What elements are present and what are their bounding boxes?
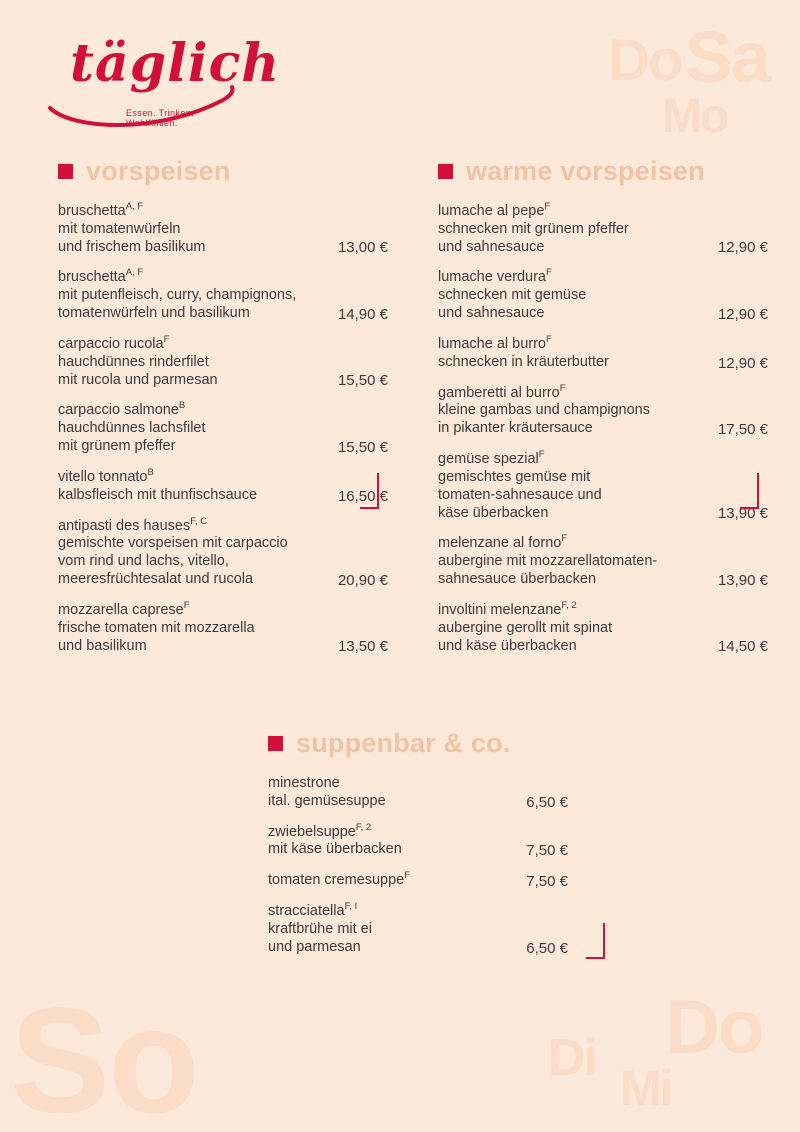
item-allergens: F (559, 382, 566, 394)
item-desc-line: hauchdünnes rinderfilet (58, 353, 209, 370)
item-price: 6,50 € (526, 793, 568, 811)
item-name: vitello tonnato (58, 468, 148, 485)
decorative-day-mo-top: Mo (662, 90, 728, 143)
menu-item (58, 515, 388, 589)
item-name: zwiebelsuppe (268, 823, 356, 840)
item-name: gamberetti al burro (438, 384, 560, 401)
item-name: gemüse spezial (438, 451, 539, 468)
menu-item (58, 336, 388, 389)
item-desc-line: käse überbacken (438, 504, 549, 521)
section-suppenbar (268, 730, 598, 970)
item-allergens: F (404, 870, 411, 882)
square-bullet-icon (438, 164, 453, 179)
item-desc-line: tomatenwürfeln und basilikum (58, 305, 250, 322)
item-allergens: F, 2 (561, 600, 577, 612)
item-desc-line: kleine gambas und champignons (438, 402, 650, 419)
item-desc-line: gemischte vorspeisen mit carpaccio (58, 535, 288, 552)
item-name: lumache al burro (438, 335, 546, 352)
item-desc-line: kalbsfleisch mit thunfischsauce (58, 486, 258, 503)
menu-item (58, 203, 388, 256)
item-price: 14,50 € (717, 638, 768, 656)
item-allergens: F (183, 600, 190, 612)
item-allergens: F, 2 (355, 821, 372, 833)
item-name: lumache verdura (438, 269, 546, 286)
menu-item (438, 451, 768, 522)
logo-wordmark: täglich (70, 33, 281, 94)
item-name: minestrone (268, 775, 340, 791)
item-price: 12,90 € (717, 305, 768, 323)
item-allergens: B (178, 400, 186, 412)
item-desc-line: mit rucola und parmesan (58, 371, 218, 388)
item-desc-line: schnecken mit grünem pfeffer (438, 220, 629, 237)
item-allergens: F (546, 267, 552, 279)
section-vorspeisen (58, 158, 388, 668)
item-name: bruschetta (58, 269, 126, 286)
item-allergens: A, F (125, 267, 144, 279)
corner-accent-center (586, 923, 605, 959)
item-name: mozzarella caprese (58, 601, 184, 618)
section-title: warme vorspeisen (466, 156, 705, 186)
item-desc-line: und basilikum (58, 637, 147, 654)
item-desc-line: und sahnesauce (438, 238, 545, 255)
item-price: 13,90 € (717, 505, 768, 523)
decorative-day-so-bottom: So (10, 976, 198, 1132)
decorative-day-do-top: Do (608, 28, 682, 93)
item-desc-line: aubergine gerollt mit spinat (438, 619, 613, 636)
item-desc-line: hauchdünnes lachsfilet (58, 420, 206, 437)
item-price: 15,50 € (337, 372, 388, 390)
square-bullet-icon (58, 164, 73, 179)
item-desc-line: mit käse überbacken (268, 841, 402, 858)
item-desc-line: und parmesan (268, 938, 361, 955)
item-name: involtini melenzane (438, 601, 562, 618)
item-price: 15,50 € (337, 438, 388, 456)
section-header (438, 158, 768, 185)
item-desc-line: in pikanter kräutersauce (438, 420, 593, 437)
item-desc-line: sahnesauce überbacken (438, 571, 597, 588)
item-name: antipasti des hauses (58, 517, 191, 534)
item-name: stracciatella (268, 903, 345, 920)
item-desc-line: schnecken mit gemüse (438, 287, 587, 304)
menu-item (58, 269, 388, 322)
menu-item (268, 903, 598, 956)
item-desc-line: meeresfrüchtesalat und rucola (58, 571, 254, 588)
item-name: melenzane al forno (438, 535, 562, 552)
item-allergens: F (544, 201, 551, 213)
item-allergens: F, C (190, 515, 208, 527)
menu-item (58, 402, 388, 455)
menu-item (268, 821, 598, 860)
section-title: vorspeisen (86, 156, 231, 186)
item-desc-line: frische tomaten mit mozzarella (58, 619, 255, 636)
item-price: 20,90 € (337, 571, 388, 589)
item-desc-line: schnecken in kräuterbutter (438, 353, 609, 370)
item-allergens: F (561, 533, 568, 545)
item-price: 12,90 € (717, 354, 768, 372)
item-price: 13,00 € (337, 239, 388, 257)
item-desc-line: und sahnesauce (438, 305, 545, 322)
item-name: bruschetta (58, 203, 126, 219)
item-name: tomaten cremesuppe (268, 872, 405, 889)
section-header (268, 730, 598, 757)
section-warme-vorspeisen (438, 158, 768, 668)
section-title: suppenbar & co. (296, 728, 511, 758)
item-price: 17,50 € (717, 421, 768, 439)
item-price: 6,50 € (526, 939, 568, 957)
corner-accent-right (740, 473, 759, 509)
item-price: 13,50 € (337, 638, 388, 656)
decorative-day-sa-top: Sa (685, 18, 770, 98)
item-desc-line: und frischem basilikum (58, 238, 206, 255)
menu-item (58, 602, 388, 655)
section-header (58, 158, 388, 185)
square-bullet-icon (268, 736, 283, 751)
item-desc-line: vom rind und lachs, vitello, (58, 553, 229, 570)
item-desc-line: und käse überbacken (438, 637, 577, 654)
decorative-day-do-bottom: Do (665, 985, 763, 1070)
item-name: lumache al pepe (438, 203, 545, 219)
menu-item (438, 535, 768, 588)
item-desc-line: tomaten-sahnesauce und (438, 486, 602, 503)
item-name: carpaccio rucola (58, 335, 164, 352)
item-name: carpaccio salmone (58, 402, 179, 419)
menu-item (438, 269, 768, 322)
corner-accent-left (360, 473, 379, 509)
menu-item (438, 203, 768, 256)
menu-item (58, 469, 388, 505)
menu-item (268, 775, 598, 811)
item-price: 14,90 € (337, 305, 388, 323)
item-price: 12,90 € (717, 239, 768, 257)
item-desc-line: aubergine mit mozzarellatomaten- (438, 553, 658, 570)
item-price: 13,90 € (717, 571, 768, 589)
item-allergens: B (147, 467, 154, 479)
logo-tagline: Essen. Trinken. Wohlfühlen. (126, 108, 195, 128)
item-allergens: A, F (125, 201, 144, 213)
menu-item (268, 872, 598, 890)
decorative-day-mi-bottom: Mi (620, 1060, 672, 1116)
item-desc-line: ital. gemüsesuppe (268, 792, 386, 809)
menu-item (438, 602, 768, 655)
item-desc-line: mit grünem pfeffer (58, 438, 176, 455)
item-allergens: F (546, 334, 552, 346)
item-allergens: F (163, 334, 170, 346)
item-desc-line: kraftbrühe mit ei (268, 920, 372, 937)
decorative-day-di-bottom: Di (548, 1029, 596, 1087)
item-desc-line: gemischtes gemüse mit (438, 468, 591, 485)
item-price: 16,50 € (337, 487, 388, 505)
item-desc-line: mit putenfleisch, curry, champignons, (58, 287, 297, 304)
item-allergens: F, I (344, 901, 358, 913)
item-allergens: F (538, 449, 545, 461)
item-price: 7,50 € (526, 842, 568, 860)
menu-item (438, 382, 768, 439)
item-desc-line: mit tomatenwürfeln (58, 220, 181, 237)
menu-item (438, 336, 768, 372)
restaurant-logo (48, 20, 281, 130)
item-price: 7,50 € (526, 873, 568, 891)
